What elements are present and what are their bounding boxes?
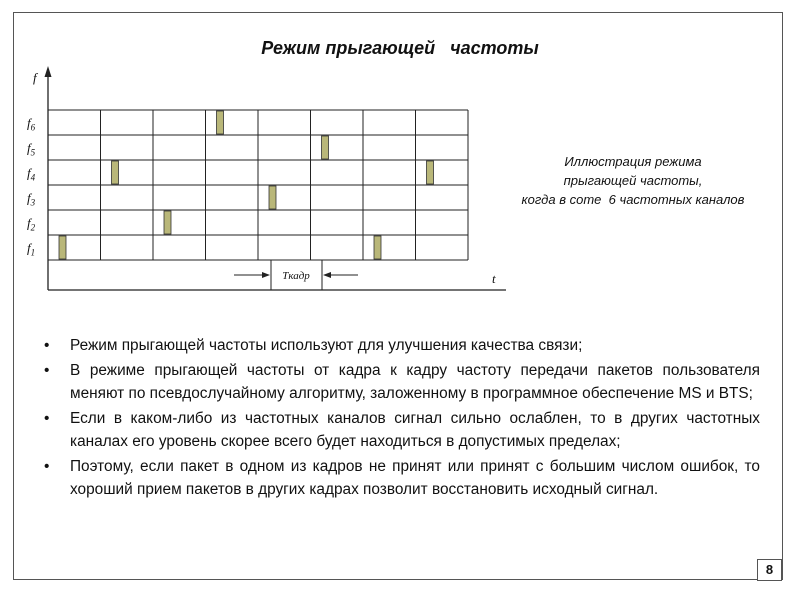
hop-pulse bbox=[374, 236, 381, 259]
slide-title: Режим прыгающей частоты bbox=[261, 38, 539, 58]
frame-arrow-left-head bbox=[262, 272, 270, 278]
page-number: 8 bbox=[757, 559, 782, 581]
caption-line: Иллюстрация режима bbox=[564, 154, 702, 169]
bullet-dot-icon: • bbox=[44, 361, 50, 379]
frequency-label: $f_4$ bbox=[27, 165, 36, 183]
caption-line: прыгающей частоты, bbox=[563, 173, 703, 188]
frequency-label: $f_1$ bbox=[27, 240, 36, 258]
bullet-text: В режиме прыгающей частоты от кадра к кадру частоту передачи пакетов пользователя меняют по псевдослучайному алгоритму, заложенному в программное обеспечение MS и BTS; bbox=[70, 361, 760, 402]
hop-pulse bbox=[112, 161, 119, 184]
diagram-caption bbox=[478, 152, 788, 209]
hop-pulse bbox=[269, 186, 276, 209]
hop-pulse bbox=[427, 161, 434, 184]
frequency-label: $f_3$ bbox=[27, 190, 36, 208]
hop-pulse bbox=[217, 111, 224, 134]
bullet-text: Поэтому, если пакет в одном из кадров не принят или принят с большим числом ошибок, то хороший прием пакетов в других кадрах позволит восстановить исходный сигнал. bbox=[70, 457, 760, 498]
hop-pulse bbox=[59, 236, 66, 259]
bullet-item bbox=[44, 407, 760, 454]
x-axis-label: t bbox=[492, 271, 496, 286]
time-frequency-grid bbox=[48, 110, 468, 260]
y-axis-arrow bbox=[45, 66, 52, 77]
bullet-text: Если в каком-либо из частотных каналов сигнал сильно ослаблен, то в других частотных каналах его уровень скорее всего будет находиться в допустимых пределах; bbox=[70, 409, 760, 450]
frequency-labels bbox=[27, 116, 36, 258]
hop-pulse bbox=[164, 211, 171, 234]
frame-period-label: Tкадр bbox=[282, 270, 310, 282]
bullet-dot-icon: • bbox=[44, 457, 50, 475]
bullet-dot-icon: • bbox=[44, 409, 50, 427]
bullet-text: Режим прыгающей частоты используют для улучшения качества связи; bbox=[70, 337, 583, 354]
y-axis-label: f bbox=[33, 70, 37, 85]
caption-line: когда в соте 6 частотных каналов bbox=[521, 192, 745, 207]
bullet-item bbox=[44, 359, 760, 406]
bullet-list bbox=[44, 334, 760, 503]
frame-arrow-right-head bbox=[323, 272, 331, 278]
hop-pulse bbox=[322, 136, 329, 159]
frequency-label: $f_5$ bbox=[27, 140, 36, 158]
frequency-label: $f_6$ bbox=[27, 115, 36, 133]
bullet-item bbox=[44, 334, 760, 358]
bullet-dot-icon: • bbox=[44, 337, 50, 354]
frequency-label: $f_2$ bbox=[27, 215, 36, 233]
bullet-item bbox=[44, 455, 760, 502]
